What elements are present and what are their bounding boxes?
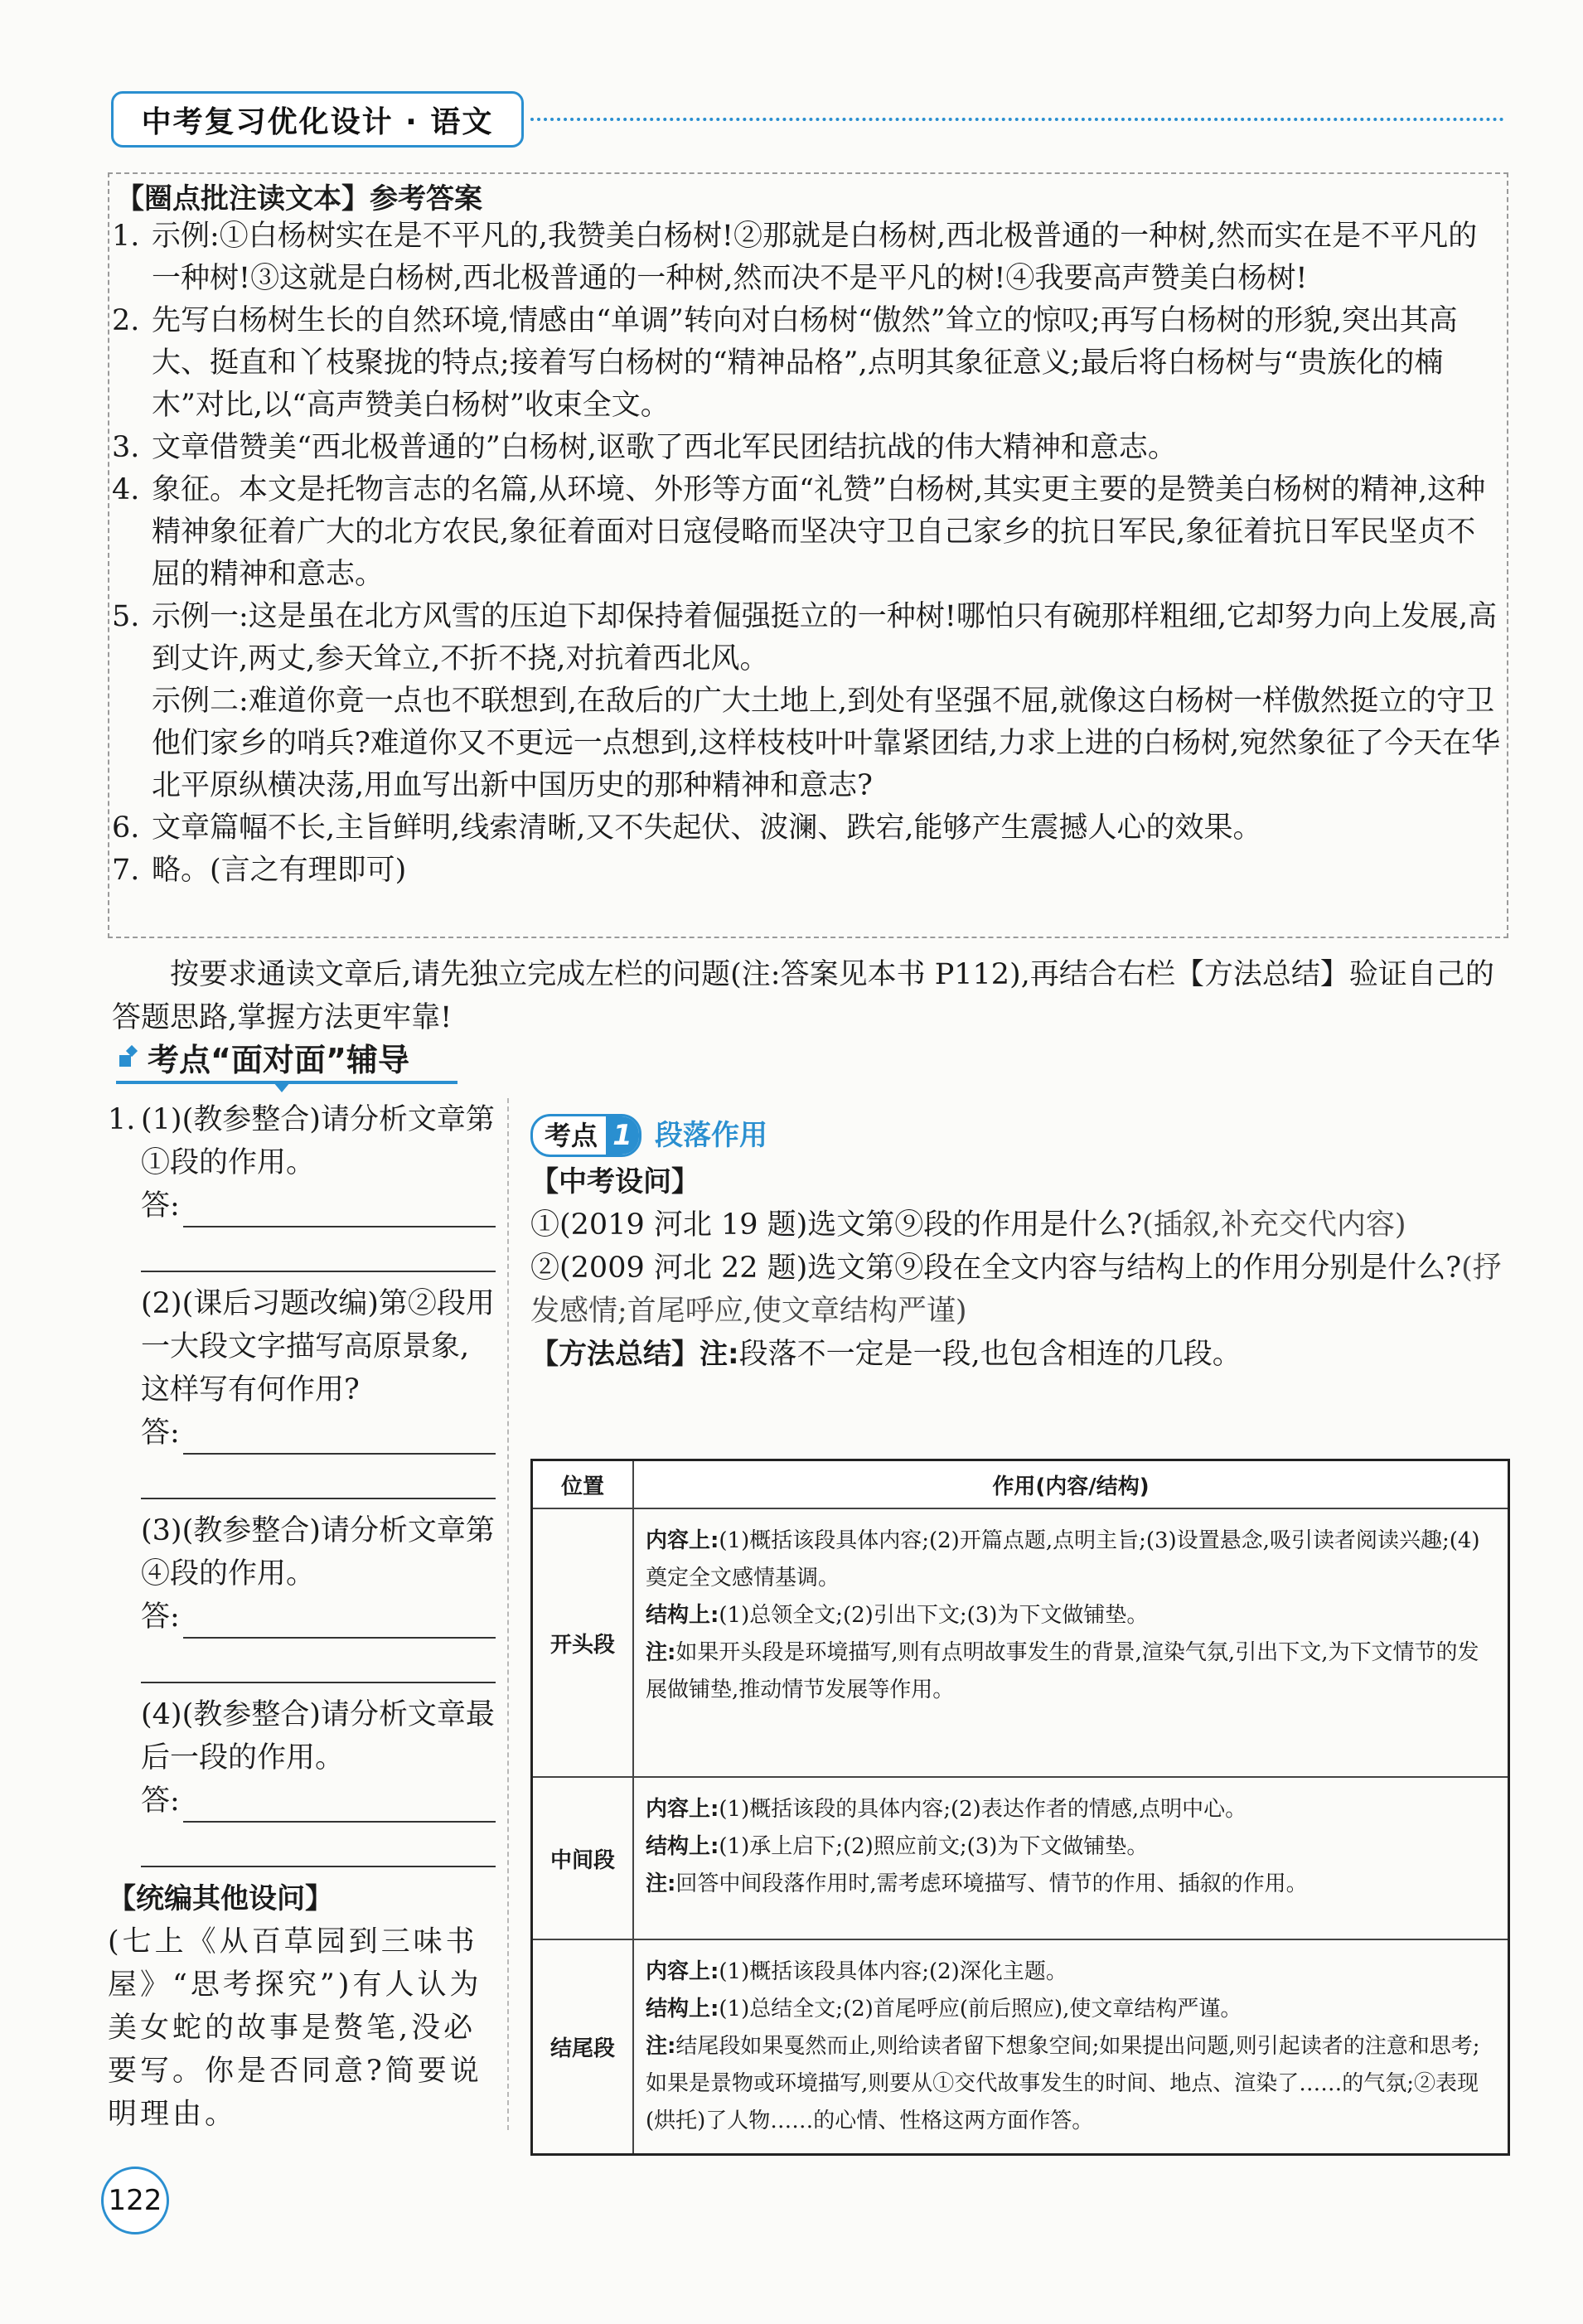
answer-blank[interactable] — [141, 1455, 496, 1499]
answer-text: 示例二:难道你竟一点也不联想到,在敌后的广大土地上,到处有坚强不屈,就像这白杨树一样傲然挺立的守卫他们家乡的哨兵?难道你又不更远一点想到,这样枝枝叶叶靠紧团结,力求上进的白杨树,宛然象征了今天在华北平原纵横决荡,用血写出新中国历史的那种精神和意志? — [152, 685, 1501, 802]
kaodian-label: 考点 — [545, 1120, 598, 1151]
zhongkao-answer: (插叙,补充交代内容) — [1142, 1208, 1406, 1242]
paragraph-function-table — [530, 1459, 1510, 2156]
table-cell-position: 结尾段 — [532, 1939, 634, 2155]
answer-blank[interactable] — [141, 1823, 496, 1867]
content-text: (1)概括该段的具体内容;(2)表达作者的情感,点明中心。 — [719, 1797, 1247, 1822]
note-label: 注: — [646, 2034, 676, 2059]
other-questions-heading: 【统编其他设问】 — [108, 1882, 333, 1915]
right-column — [530, 1111, 1508, 1376]
kaodian-badge — [530, 1114, 641, 1157]
note-text: 如果开头段是环境描写,则有点明故事发生的背景,渲染气氛,引出下文,为下文情节的发展做铺垫,推动情节发展等作用。 — [646, 1640, 1479, 1702]
question-number: 1. — [108, 1103, 136, 1136]
method-heading: 【方法总结】注: — [530, 1338, 739, 1371]
answer-text: 示例:①白杨树实在是不平凡的,我赞美白杨树!②那就是白杨树,西北极普通的一种树,然而实在是不平凡的一种树!③这就是白杨树,西北极普通的一种树,然而决不是平凡的树!④我要高声赞美白杨树! — [152, 220, 1478, 295]
answer-text: 象征。本文是托物言志的名篇,从环境、外形等方面“礼赞”白杨树,其实更主要的是赞美白杨树的精神,这种精神象征着广大的北方农民,象征着面对日寇侵略而坚决守卫自己家乡的抗日军民,象征着抗日军民坚贞不屈的精神和意志。 — [152, 473, 1486, 591]
kaodian-number: 1 — [606, 1116, 639, 1155]
table-row — [532, 1508, 1509, 1777]
answer-item-6 — [112, 807, 1504, 850]
page-number: 122 — [101, 2167, 169, 2234]
zhongkao-item — [530, 1203, 1508, 1247]
content-label: 内容上: — [646, 1528, 719, 1553]
zhongkao-item — [530, 1247, 1508, 1333]
answer-blank[interactable] — [183, 1788, 496, 1823]
method-note: 段落不一定是一段,也包含相连的几段。 — [738, 1338, 1242, 1371]
answer-item-2 — [112, 300, 1504, 427]
question-item — [108, 1282, 496, 1499]
book-title: 中考复习优化设计 · 语文 — [141, 104, 494, 139]
answer-blank[interactable] — [141, 1639, 496, 1683]
content-text: (1)概括该段具体内容;(2)开篇点题,点明主旨;(3)设置悬念,吸引读者阅读兴趣;(4)奠定全文感情基调。 — [646, 1528, 1480, 1590]
answer-blank[interactable] — [183, 1420, 496, 1455]
method-summary — [530, 1333, 1508, 1376]
table-cell-position: 开头段 — [532, 1508, 634, 1777]
zhongkao-question: ①(2019 河北 19 题)选文第⑨段的作用是什么? — [530, 1208, 1143, 1242]
answer-blank[interactable] — [183, 1604, 496, 1639]
question-item — [108, 1693, 496, 1867]
question-text: (4)(教参整合)请分析文章最后一段的作用。 — [141, 1698, 495, 1774]
section-heading — [116, 1034, 409, 1080]
note-label: 注: — [646, 1871, 676, 1896]
structure-label: 结构上: — [646, 1834, 719, 1859]
note-label: 注: — [646, 1640, 676, 1665]
answer-num: 6. — [112, 811, 140, 845]
answer-item-4 — [112, 469, 1504, 596]
table-cell-function — [633, 1939, 1509, 2155]
section-title: 考点“面对面”辅导 — [148, 1042, 409, 1078]
answer-label: 答: — [141, 1600, 180, 1634]
table-row — [532, 1777, 1509, 1939]
question-item — [108, 1509, 496, 1683]
other-questions-text: (七上《从百草园到三味书屋》“思考探究”)有人认为美女蛇的故事是赘笔,没必要写。你是否同意?简要说明理由。 — [108, 1925, 482, 2131]
book-title-box — [111, 91, 524, 148]
content-text: (1)概括该段具体内容;(2)深化主题。 — [719, 1959, 1067, 1984]
question-text: (2)(课后习题改编)第②段用一大段文字描写高原景象,这样写有何作用? — [141, 1287, 495, 1407]
answer-list — [112, 215, 1504, 892]
zhongkao-answer: (抒发感情;首尾呼应,使文章结构严谨) — [530, 1252, 1502, 1328]
answer-row — [141, 1779, 496, 1823]
answer-blank[interactable] — [183, 1193, 496, 1227]
header-dotted-rule — [530, 118, 1504, 121]
table-cell-position: 中间段 — [532, 1777, 634, 1939]
answer-blank[interactable] — [141, 1227, 496, 1272]
table-header-position: 位置 — [532, 1460, 634, 1509]
structure-label: 结构上: — [646, 1997, 719, 2021]
structure-label: 结构上: — [646, 1603, 719, 1628]
answer-item-7 — [112, 850, 1504, 892]
table-row — [532, 1939, 1509, 2155]
answer-row — [141, 1411, 496, 1455]
intro-paragraph: 按要求通读文章后,请先独立完成左栏的问题(注:答案见本书 P112),再结合右栏【方法总结】验证自己的答题思路,掌握方法更牢靠! — [112, 958, 1494, 1034]
kaodian-title: 段落作用 — [655, 1119, 768, 1152]
zhongkao-heading: 【中考设问】 — [530, 1165, 700, 1198]
content-label: 内容上: — [646, 1797, 719, 1822]
table-cell-function — [633, 1777, 1509, 1939]
answer-row — [141, 1184, 496, 1227]
answer-text: 文章借赞美“西北极普通的”白杨树,讴歌了西北军民团结抗战的伟大精神和意志。 — [152, 431, 1177, 464]
left-column — [108, 1098, 496, 2136]
answer-num: 7. — [112, 854, 140, 887]
answer-text: 略。(言之有理即可) — [152, 854, 407, 887]
answer-heading: 【圈点批注读文本】参考答案 — [116, 182, 482, 215]
kaodian-row — [530, 1111, 1508, 1160]
question-text: (3)(教参整合)请分析文章第④段的作用。 — [141, 1514, 495, 1590]
table-header-function: 作用(内容/结构) — [633, 1460, 1509, 1509]
zhongkao-question: ②(2009 河北 22 题)选文第⑨段在全文内容与结构上的作用分别是什么? — [530, 1252, 1462, 1285]
structure-text: (1)总领全文;(2)引出下文;(3)为下文做铺垫。 — [719, 1603, 1149, 1628]
answer-row — [141, 1595, 496, 1639]
answer-num: 3. — [112, 431, 140, 464]
answer-label: 答: — [141, 1416, 180, 1450]
answer-text: 文章篇幅不长,主旨鲜明,线索清晰,又不失起伏、波澜、跌宕,能够产生震撼人心的效果。 — [152, 811, 1262, 845]
table-header-row — [532, 1460, 1509, 1509]
answer-num: 4. — [112, 473, 140, 506]
question-text: (1)(教参整合)请分析文章第①段的作用。 — [141, 1103, 495, 1179]
answer-label: 答: — [141, 1784, 180, 1818]
answer-item-5 — [112, 596, 1504, 807]
answer-num: 2. — [112, 304, 140, 337]
answer-item-3 — [112, 427, 1504, 469]
column-divider — [507, 1098, 509, 2130]
structure-text: (1)承上启下;(2)照应前文;(3)为下文做铺垫。 — [719, 1834, 1149, 1859]
table-cell-function — [633, 1508, 1509, 1777]
pencil-icon — [116, 1047, 138, 1068]
answer-num: 1. — [112, 220, 140, 253]
section-underline — [116, 1081, 457, 1084]
answer-item-1 — [112, 215, 1504, 300]
note-text: 结尾段如果戛然而止,则给读者留下想象空间;如果提出问题,则引起读者的注意和思考;如果是景物或环境描写,则要从①交代故事发生的时间、地点、渲染了……的气氛;②表现(烘托)了人物……的心情、性格这两方面作答。 — [646, 2034, 1480, 2133]
question-item — [108, 1098, 496, 1272]
answer-text: 先写白杨树生长的自然环境,情感由“单调”转向对白杨树“傲然”耸立的惊叹;再写白杨树的形貌,突出其高大、挺直和丫枝聚拢的特点;接着写白杨树的“精神品格”,点明其象征意义;最后将白杨树与“贵族化的楠木”对比,以“高声赞美白杨树”收束全文。 — [152, 304, 1458, 422]
note-text: 回答中间段落作用时,需考虑环境描写、情节的作用、插叙的作用。 — [675, 1871, 1308, 1896]
answer-label: 答: — [141, 1189, 180, 1223]
answer-text: 示例一:这是虽在北方风雪的压迫下却保持着倔强挺立的一种树!哪怕只有碗那样粗细,它却努力向上发展,高到丈许,两丈,参天耸立,不折不挠,对抗着西北风。 — [152, 600, 1498, 675]
structure-text: (1)总结全文;(2)首尾呼应(前后照应),使文章结构严谨。 — [719, 1997, 1242, 2021]
answer-num: 5. — [112, 600, 140, 633]
content-label: 内容上: — [646, 1959, 719, 1984]
